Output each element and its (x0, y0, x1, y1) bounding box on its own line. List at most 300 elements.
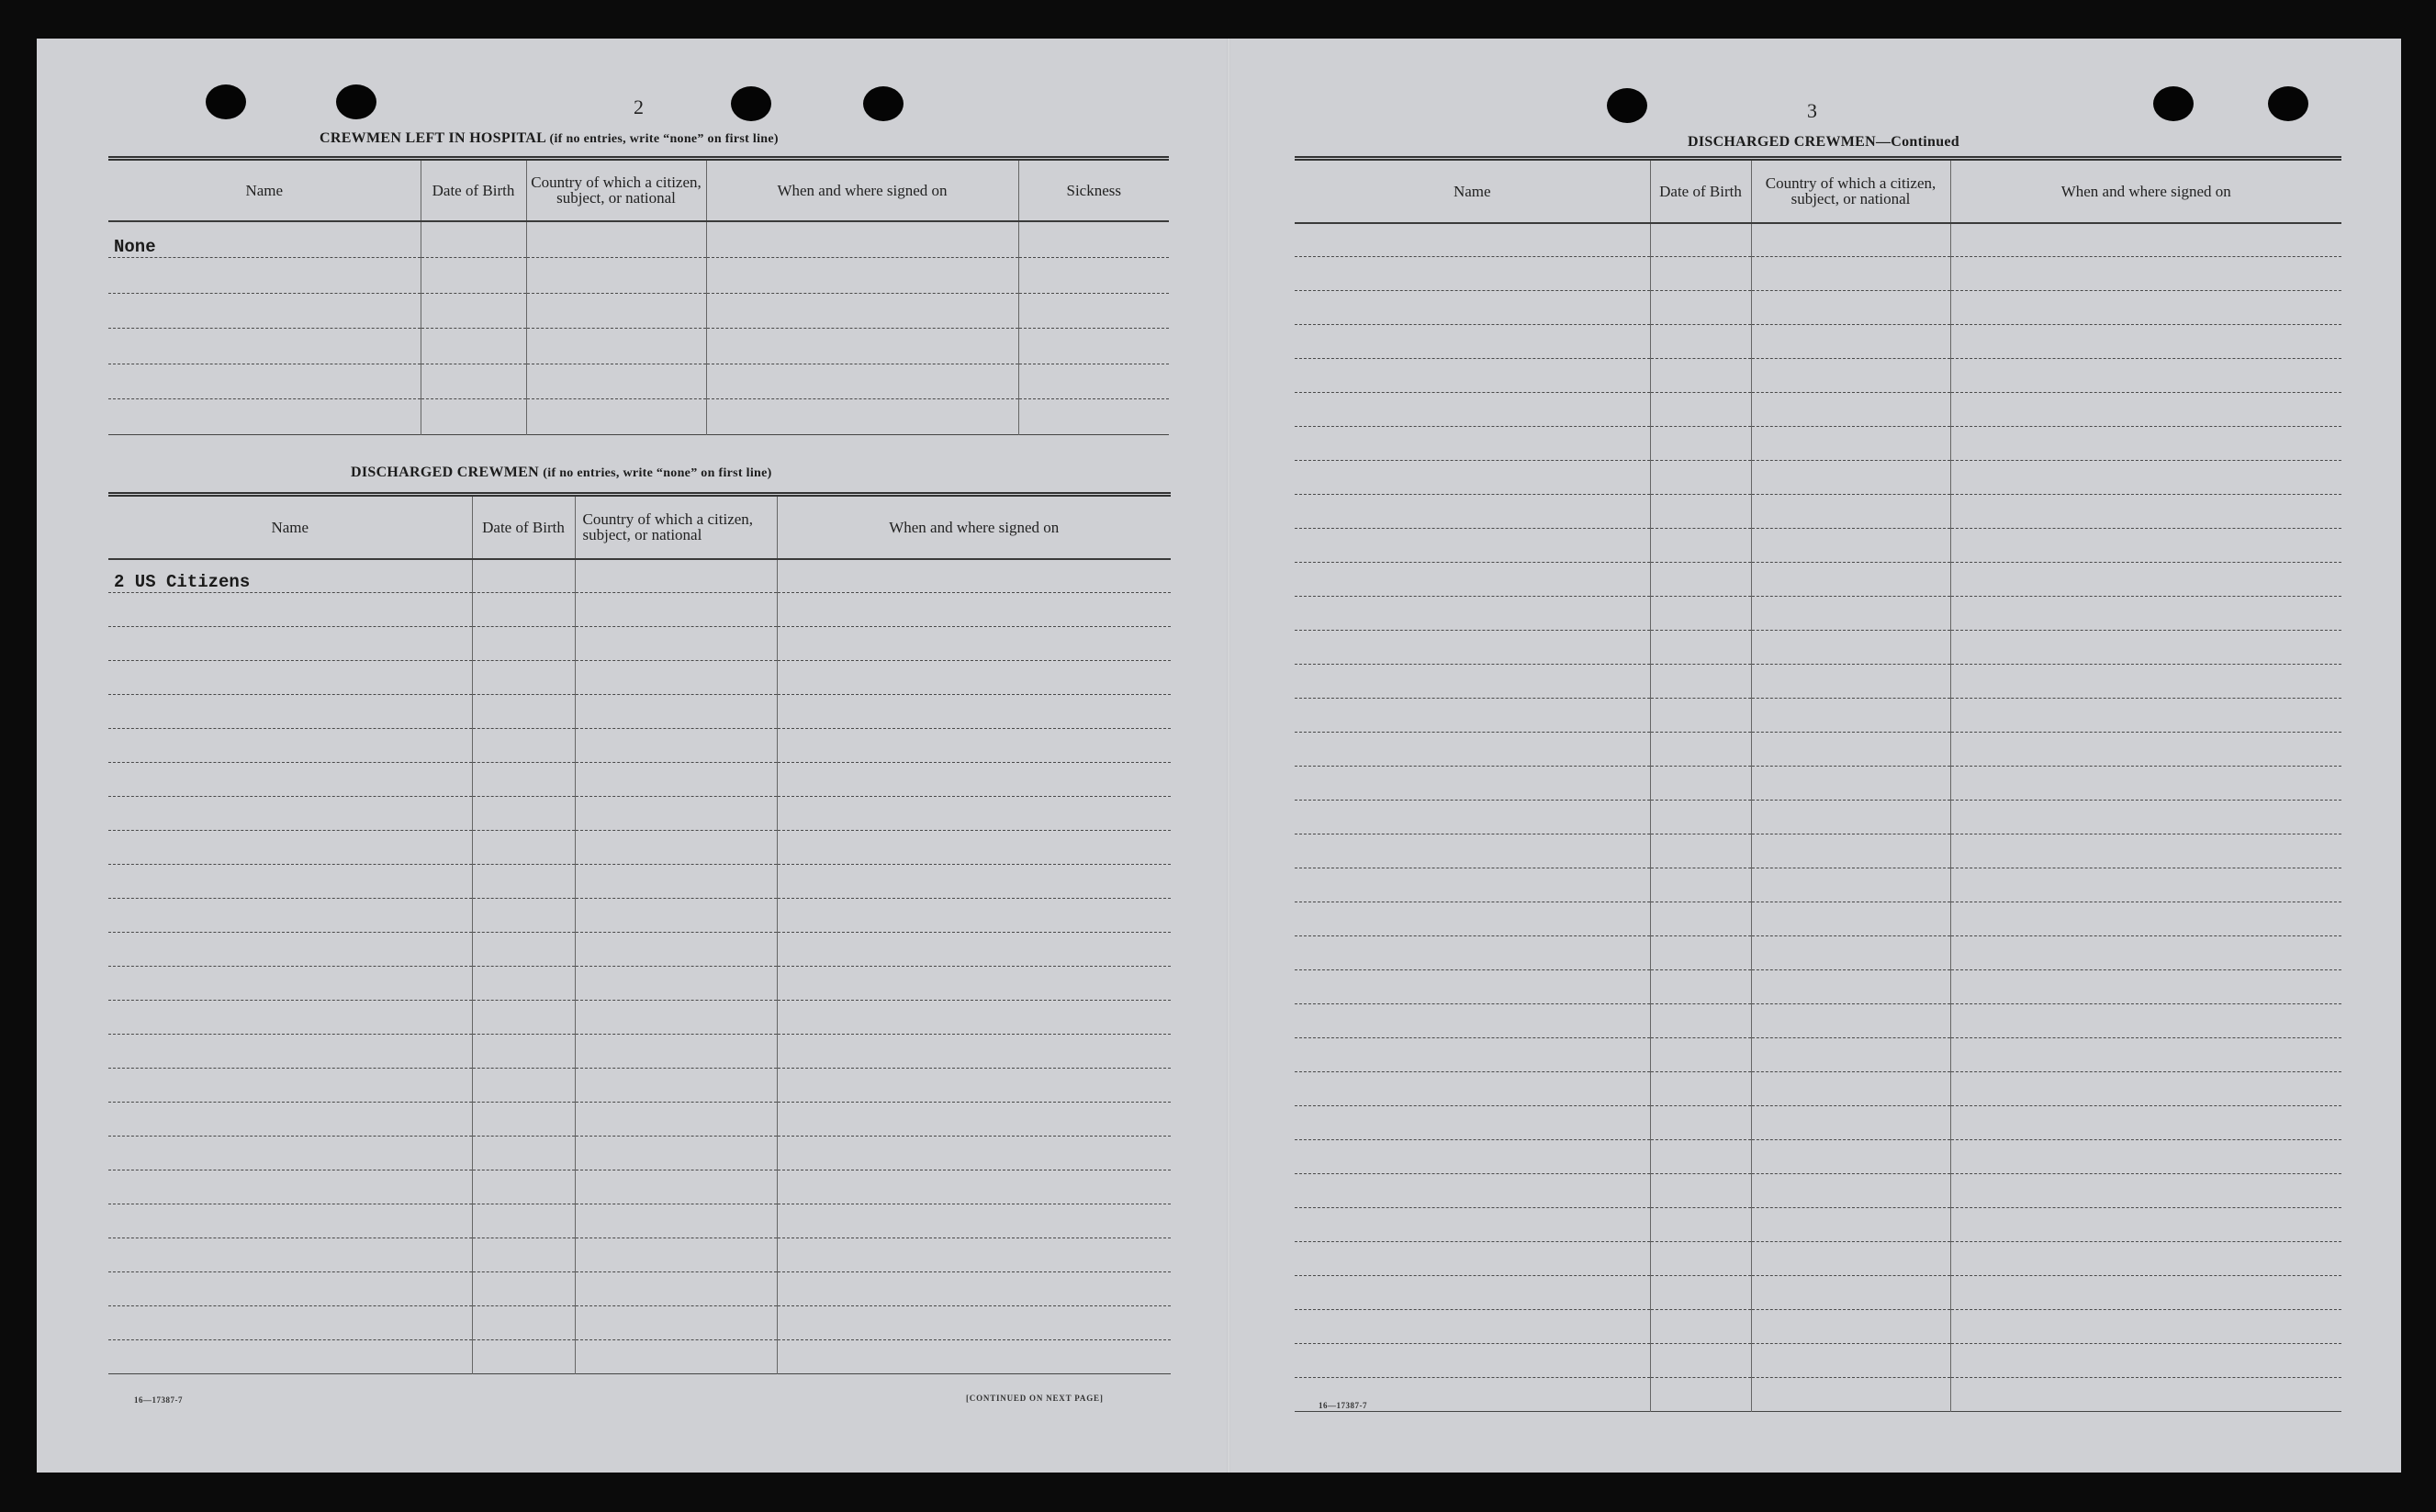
table-cell (1650, 1106, 1751, 1140)
table-cell (1650, 1344, 1751, 1378)
col-dob-header: Date of Birth (421, 159, 526, 221)
table-cell (777, 627, 1171, 661)
table-cell (472, 831, 575, 865)
table-cell (575, 1001, 777, 1035)
table-row (1295, 970, 2341, 1004)
table-cell (108, 1035, 472, 1069)
table-cell (108, 661, 472, 695)
table-cell (1950, 868, 2341, 902)
table-row (1295, 1310, 2341, 1344)
table-cell (777, 831, 1171, 865)
hospital-rows (108, 221, 1169, 435)
table-row (1295, 563, 2341, 597)
table-cell (108, 865, 472, 899)
table-cell (1751, 1344, 1950, 1378)
hospital-table (108, 156, 1169, 435)
table-cell (472, 661, 575, 695)
discharged-section-title (351, 465, 772, 481)
table-cell (1650, 699, 1751, 733)
table-cell (108, 831, 472, 865)
table-row (1295, 1208, 2341, 1242)
table-row (108, 1001, 1171, 1035)
hospital-title-text: CREWMEN LEFT IN HOSPITAL (320, 130, 546, 146)
table-cell (526, 364, 706, 399)
table-cell (1950, 936, 2341, 970)
table-cell (575, 1137, 777, 1170)
table-cell (108, 1204, 472, 1238)
table-cell (1751, 597, 1950, 631)
table-cell (472, 1069, 575, 1103)
table-cell (575, 1170, 777, 1204)
table-row (108, 1340, 1171, 1374)
table-cell (1295, 223, 1650, 257)
table-cell (1295, 970, 1650, 1004)
table-row (1295, 495, 2341, 529)
table-cell (575, 593, 777, 627)
table-cell (472, 797, 575, 831)
table-cell (1295, 1072, 1650, 1106)
discharged-continued-title: DISCHARGED CREWMEN—Continued (1688, 134, 1959, 150)
table-cell (777, 865, 1171, 899)
table-cell (1018, 221, 1169, 258)
table-cell (1950, 1004, 2341, 1038)
table-cell (1950, 1208, 2341, 1242)
punch-hole (206, 84, 246, 119)
table-cell (1295, 257, 1650, 291)
table-cell (1650, 257, 1751, 291)
table-cell (1950, 1140, 2341, 1174)
table-cell (1950, 325, 2341, 359)
table-cell (1650, 1208, 1751, 1242)
table-cell (1950, 1072, 2341, 1106)
table-cell (472, 1103, 575, 1137)
table-row (108, 1204, 1171, 1238)
table-cell (1751, 427, 1950, 461)
table-cell (1751, 1276, 1950, 1310)
table-cell (1295, 665, 1650, 699)
table-cell (777, 661, 1171, 695)
table-cell (108, 1340, 472, 1374)
table-row (108, 1238, 1171, 1272)
table-cell (1650, 1310, 1751, 1344)
table-cell (1650, 1140, 1751, 1174)
table-cell (421, 364, 526, 399)
table-cell (1950, 223, 2341, 257)
table-cell (1650, 1004, 1751, 1038)
table-row (1295, 767, 2341, 801)
col-dob-header: Date of Birth (472, 495, 575, 559)
table-cell (472, 593, 575, 627)
table-cell (108, 329, 421, 364)
table-cell (1295, 868, 1650, 902)
table-cell (575, 797, 777, 831)
table-cell (575, 763, 777, 797)
table-cell (1018, 364, 1169, 399)
table-row (1295, 1378, 2341, 1412)
table-row (1295, 257, 2341, 291)
table-cell (526, 258, 706, 294)
discharged-instruction: (if no entries, write “none” on first line) (543, 466, 772, 480)
table-cell (575, 627, 777, 661)
table-cell (1295, 1140, 1650, 1174)
table-cell (1950, 1276, 2341, 1310)
table-cell (472, 1272, 575, 1306)
col-signed-on-header: When and where signed on (706, 159, 1018, 221)
page-number: 2 (634, 95, 644, 118)
table-cell (1295, 834, 1650, 868)
table-cell (1751, 1242, 1950, 1276)
table-cell (1950, 1106, 2341, 1140)
table-cell (526, 399, 706, 435)
table-cell (1650, 868, 1751, 902)
table-cell (706, 329, 1018, 364)
table-cell (575, 1069, 777, 1103)
table-cell (1950, 393, 2341, 427)
table-cell (1295, 733, 1650, 767)
table-cell (777, 729, 1171, 763)
table-cell (1751, 801, 1950, 834)
table-cell (1751, 970, 1950, 1004)
table-cell (1650, 1174, 1751, 1208)
table-cell (108, 1069, 472, 1103)
table-cell (1295, 1310, 1650, 1344)
punch-hole (731, 86, 771, 121)
table-cell (108, 797, 472, 831)
table-cell (1650, 631, 1751, 665)
table-cell (108, 1001, 472, 1035)
table-cell (472, 1001, 575, 1035)
table-row (108, 221, 1169, 258)
table-row (108, 1103, 1171, 1137)
hospital-section-title (320, 130, 779, 147)
table-cell (777, 1035, 1171, 1069)
table-cell: 2 US Citizens (108, 559, 472, 593)
table-cell (1751, 359, 1950, 393)
table-cell (1018, 399, 1169, 435)
table-row (108, 1069, 1171, 1103)
table-row (1295, 223, 2341, 257)
table-cell (1751, 1378, 1950, 1412)
table-cell (1950, 699, 2341, 733)
table-cell (108, 293, 421, 329)
table-row (108, 399, 1169, 435)
table-cell (108, 1238, 472, 1272)
table-cell (777, 1001, 1171, 1035)
table-cell (575, 1204, 777, 1238)
table-row (1295, 597, 2341, 631)
table-cell (575, 831, 777, 865)
table-cell (575, 865, 777, 899)
punch-hole (1607, 88, 1647, 123)
table-cell (1650, 291, 1751, 325)
table-row (108, 899, 1171, 933)
table-cell (1751, 936, 1950, 970)
table-row (108, 559, 1171, 593)
table-row (1295, 1242, 2341, 1276)
table-cell (1950, 563, 2341, 597)
table-cell (1950, 529, 2341, 563)
table-cell (1751, 1174, 1950, 1208)
right-page (1230, 39, 2401, 1473)
table-cell (421, 399, 526, 435)
table-cell (472, 1035, 575, 1069)
table-cell (706, 399, 1018, 435)
col-name-header: Name (108, 159, 421, 221)
table-cell (1751, 563, 1950, 597)
table-cell (1950, 1242, 2341, 1276)
table-cell (526, 221, 706, 258)
table-cell (1650, 1378, 1751, 1412)
table-cell (421, 258, 526, 294)
table-row (108, 593, 1171, 627)
table-row (1295, 359, 2341, 393)
table-cell (1650, 834, 1751, 868)
table-cell (1751, 767, 1950, 801)
table-cell (1751, 1072, 1950, 1106)
discharged-header-row (108, 495, 1171, 559)
table-cell (1650, 665, 1751, 699)
table-row (108, 933, 1171, 967)
table-row (108, 831, 1171, 865)
table-row (1295, 325, 2341, 359)
table-cell (472, 763, 575, 797)
table-row (1295, 902, 2341, 936)
table-cell (108, 899, 472, 933)
table-row (1295, 291, 2341, 325)
table-row (1295, 801, 2341, 834)
table-cell (575, 1103, 777, 1137)
punch-hole (336, 84, 376, 119)
table-cell (575, 661, 777, 695)
table-cell (575, 1272, 777, 1306)
table-cell (472, 1340, 575, 1374)
table-cell (777, 797, 1171, 831)
page-number: 3 (1807, 99, 1817, 122)
table-row (1295, 1276, 2341, 1310)
table-cell (1950, 665, 2341, 699)
table-cell (1650, 223, 1751, 257)
table-cell (1295, 902, 1650, 936)
continued-note: [CONTINUED ON NEXT PAGE] (966, 1394, 1104, 1403)
table-cell (421, 221, 526, 258)
table-cell (1295, 597, 1650, 631)
table-cell (1950, 902, 2341, 936)
col-name-header: Name (108, 495, 472, 559)
table-row (1295, 461, 2341, 495)
table-row (108, 293, 1169, 329)
table-cell (1950, 597, 2341, 631)
hospital-instruction: (if no entries, write “none” on first line) (549, 132, 779, 146)
table-cell (1751, 699, 1950, 733)
table-cell (777, 967, 1171, 1001)
table-row (1295, 631, 2341, 665)
table-cell (1650, 529, 1751, 563)
col-signed-on-header: When and where signed on (1950, 159, 2341, 223)
table-cell (1018, 258, 1169, 294)
table-cell (108, 695, 472, 729)
table-row (108, 729, 1171, 763)
table-cell (706, 293, 1018, 329)
table-row (1295, 1072, 2341, 1106)
table-cell (1650, 1038, 1751, 1072)
col-sickness-header: Sickness (1018, 159, 1169, 221)
table-cell (108, 1137, 472, 1170)
table-cell (472, 1170, 575, 1204)
table-cell (1295, 1242, 1650, 1276)
table-cell (1950, 257, 2341, 291)
table-row (108, 1272, 1171, 1306)
table-cell (575, 695, 777, 729)
table-cell (575, 1238, 777, 1272)
table-row (108, 865, 1171, 899)
table-cell (1650, 597, 1751, 631)
table-cell (1751, 631, 1950, 665)
table-cell (1751, 902, 1950, 936)
table-cell (1751, 291, 1950, 325)
table-cell (777, 1272, 1171, 1306)
table-cell (526, 293, 706, 329)
discharged-continued-rows (1295, 223, 2341, 1412)
table-cell (108, 967, 472, 1001)
table-row (108, 1306, 1171, 1340)
table-cell (1751, 868, 1950, 902)
table-cell (472, 695, 575, 729)
table-cell (421, 293, 526, 329)
table-cell (1650, 461, 1751, 495)
table-cell (1650, 970, 1751, 1004)
table-cell (1950, 359, 2341, 393)
table-cell (1650, 495, 1751, 529)
table-cell (1295, 767, 1650, 801)
table-cell (1751, 495, 1950, 529)
table-cell (1950, 631, 2341, 665)
table-cell (472, 1137, 575, 1170)
table-row (1295, 529, 2341, 563)
table-cell (777, 1069, 1171, 1103)
table-cell (1650, 1072, 1751, 1106)
table-cell (1751, 665, 1950, 699)
table-cell (706, 364, 1018, 399)
table-row (108, 1137, 1171, 1170)
table-cell (706, 258, 1018, 294)
table-cell (777, 763, 1171, 797)
table-cell (108, 1103, 472, 1137)
table-cell (1295, 631, 1650, 665)
table-row (1295, 1106, 2341, 1140)
table-cell (1295, 1038, 1650, 1072)
table-cell (777, 1170, 1171, 1204)
table-cell (1751, 1038, 1950, 1072)
table-row (1295, 834, 2341, 868)
table-cell (1751, 733, 1950, 767)
table-row (1295, 393, 2341, 427)
table-cell (1950, 1310, 2341, 1344)
table-cell (1650, 325, 1751, 359)
table-row (1295, 733, 2341, 767)
table-row (1295, 699, 2341, 733)
table-cell (108, 763, 472, 797)
table-row (1295, 1344, 2341, 1378)
table-cell (526, 329, 706, 364)
hospital-header-row (108, 159, 1169, 221)
table-cell (1295, 495, 1650, 529)
table-cell (575, 933, 777, 967)
discharged-title-text: DISCHARGED CREWMEN (351, 465, 539, 480)
col-signed-on-header: When and where signed on (777, 495, 1171, 559)
table-cell (1295, 1004, 1650, 1038)
table-cell (1295, 1276, 1650, 1310)
table-cell (1950, 291, 2341, 325)
table-cell (472, 967, 575, 1001)
table-cell (1751, 1310, 1950, 1344)
table-cell (1650, 1276, 1751, 1310)
col-country-header: Country of which a citizen, subject, or national (1751, 159, 1950, 223)
table-row (1295, 1038, 2341, 1072)
table-cell (1650, 801, 1751, 834)
table-cell (472, 1238, 575, 1272)
table-cell (777, 559, 1171, 593)
table-cell (108, 627, 472, 661)
form-number: 16—17387-7 (134, 1395, 183, 1405)
col-country-header: Country of which a citizen, subject, or national (575, 495, 777, 559)
table-cell: None (108, 221, 421, 258)
table-cell (108, 399, 421, 435)
table-cell (108, 593, 472, 627)
table-row (108, 627, 1171, 661)
table-cell (1950, 1378, 2341, 1412)
col-country-header: Country of which a citizen, subject, or national (526, 159, 706, 221)
table-cell (108, 729, 472, 763)
table-cell (777, 1238, 1171, 1272)
discharged-rows (108, 559, 1171, 1374)
table-cell (1295, 1106, 1650, 1140)
table-row (108, 1035, 1171, 1069)
table-cell (1751, 257, 1950, 291)
table-cell (1950, 834, 2341, 868)
table-cell (1295, 325, 1650, 359)
table-cell (1751, 834, 1950, 868)
table-cell (1950, 801, 2341, 834)
table-row (108, 763, 1171, 797)
table-cell (1950, 733, 2341, 767)
table-cell (1751, 1140, 1950, 1174)
table-cell (575, 899, 777, 933)
table-row (108, 797, 1171, 831)
table-cell (1751, 1208, 1950, 1242)
table-cell (777, 1340, 1171, 1374)
table-cell (1950, 1344, 2341, 1378)
table-cell (1295, 529, 1650, 563)
table-cell (777, 1306, 1171, 1340)
left-page (37, 39, 1227, 1473)
punch-hole (2153, 86, 2194, 121)
form-number: 16—17387-7 (1319, 1401, 1367, 1410)
discharged-continued-table (1295, 156, 2341, 1412)
table-cell (1650, 936, 1751, 970)
table-cell (1950, 1038, 2341, 1072)
table-cell (1295, 1208, 1650, 1242)
table-row (108, 967, 1171, 1001)
table-cell (1295, 936, 1650, 970)
table-cell (1650, 563, 1751, 597)
table-cell (1751, 1106, 1950, 1140)
table-cell (472, 627, 575, 661)
table-cell (777, 1137, 1171, 1170)
table-cell (108, 1272, 472, 1306)
discharged-table (108, 492, 1171, 1374)
table-cell (777, 695, 1171, 729)
table-cell (1650, 393, 1751, 427)
